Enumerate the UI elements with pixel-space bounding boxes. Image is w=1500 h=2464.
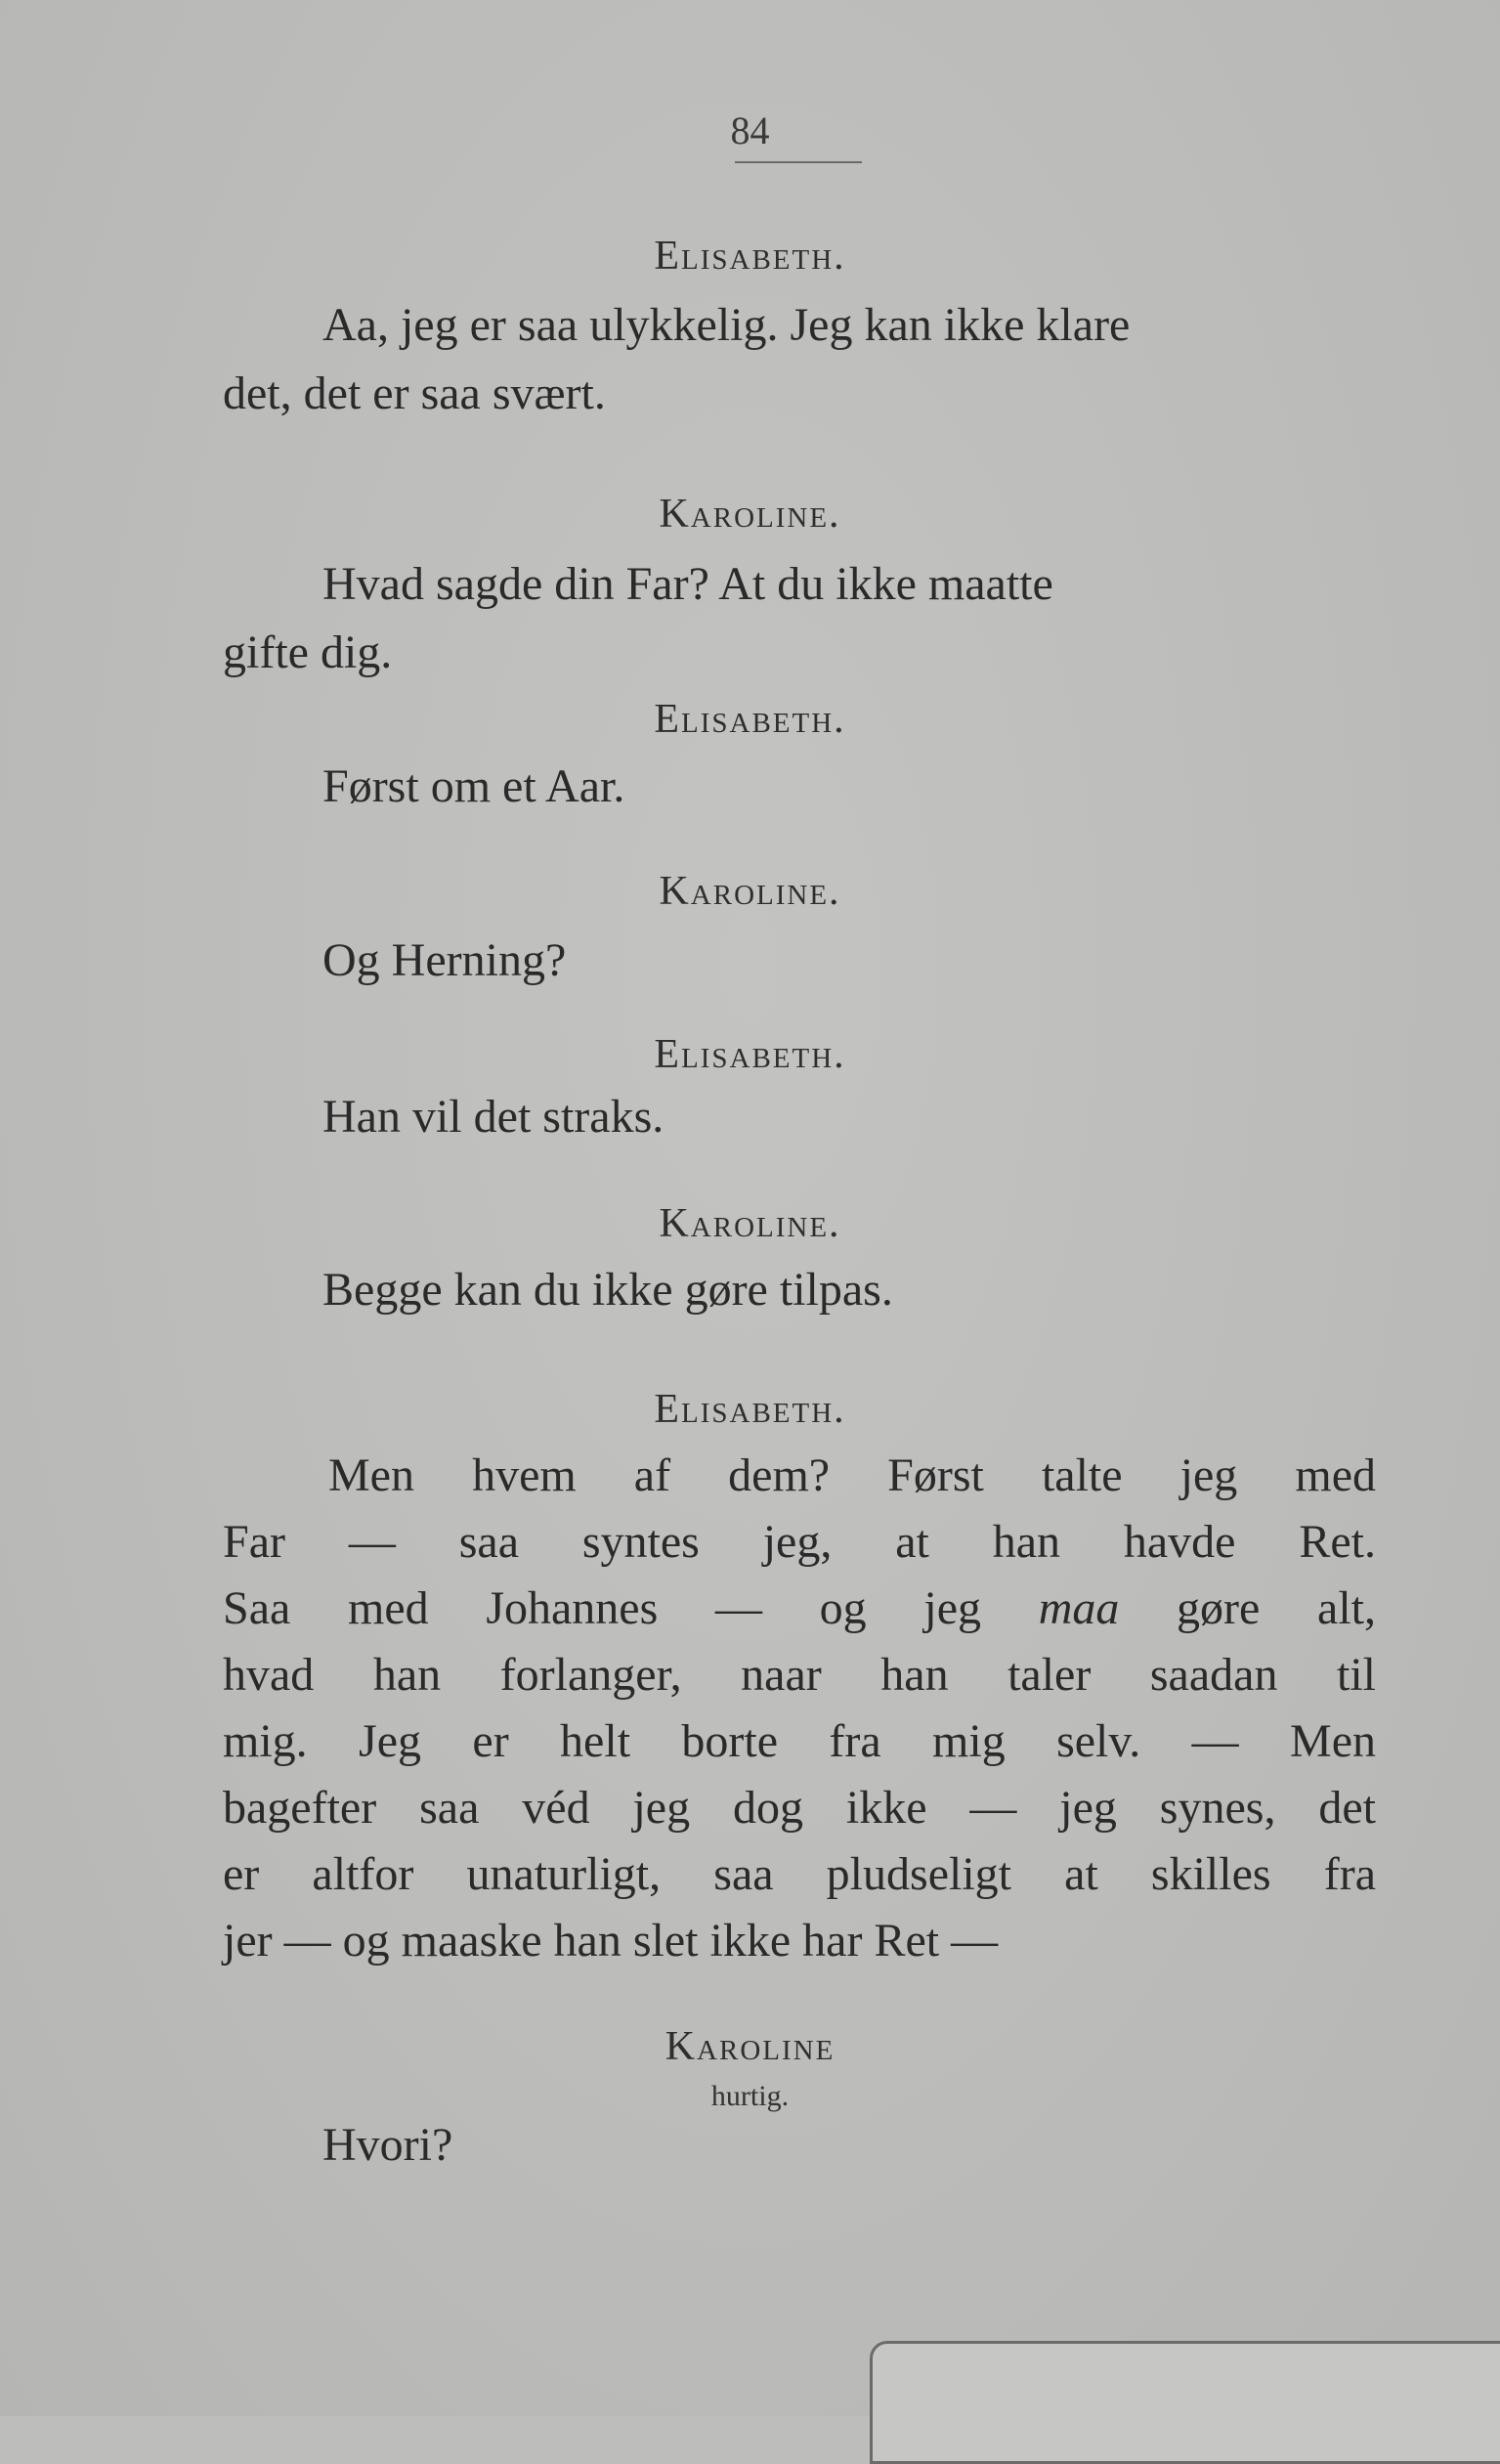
- dialogue-line: hvad han forlanger, naar han taler saadan til: [223, 1649, 1376, 1701]
- speaker-name: Karoline.: [659, 869, 841, 914]
- dialogue-line: Far — saa syntes jeg, at han havde Ret.: [223, 1516, 1376, 1568]
- dialogue-line: Og Herning?: [322, 934, 567, 986]
- emphasis-word: maa: [1038, 1582, 1120, 1634]
- dialogue-line: Han vil det straks.: [322, 1091, 664, 1143]
- dialogue-line: Først om et Aar.: [322, 760, 625, 812]
- speaker-name: Karoline.: [659, 492, 841, 537]
- dialogue-line: gifte dig.: [223, 627, 393, 678]
- stage-direction: hurtig.: [710, 2080, 790, 2112]
- dialogue-line: er altfor unaturligt, saa pludseligt at skilles fra: [223, 1848, 1376, 1900]
- page-number-rule: [735, 161, 862, 163]
- dialogue-line: [223, 1576, 1376, 1642]
- dialogue-line-part: gøre alt,: [1177, 1582, 1376, 1634]
- speaker-name: Karoline: [664, 2024, 836, 2069]
- speaker-name: Elisabeth.: [654, 697, 846, 742]
- speaker-name: Elisabeth.: [654, 1387, 846, 1432]
- dialogue-line: mig. Jeg er helt borte fra mig selv. — Men: [223, 1715, 1376, 1767]
- dialogue-line: det, det er saa svært.: [223, 367, 606, 419]
- dialogue-paragraph: [223, 1443, 1376, 1974]
- dialogue-line: Aa, jeg er saa ulykkelig. Jeg kan ikke klare: [322, 299, 1131, 351]
- dialogue-line-part: Saa med Johannes — og jeg: [223, 1582, 981, 1634]
- speaker-name: Karoline.: [659, 1201, 841, 1246]
- dialogue-line: Hvori?: [322, 2119, 453, 2171]
- page-number: 84: [730, 108, 770, 152]
- dialogue-line: bagefter saa véd jeg dog ikke — jeg synes, det: [223, 1782, 1376, 1834]
- speaker-name: Elisabeth.: [654, 234, 846, 279]
- dialogue-line: Begge kan du ikke gøre tilpas.: [322, 1264, 893, 1316]
- dialogue-line: Hvad sagde din Far? At du ikke maatte: [322, 558, 1053, 610]
- inserted-card-edge: [870, 2341, 1500, 2464]
- dialogue-line: jer — og maaske han slet ikke har Ret —: [223, 1915, 999, 1967]
- dialogue-line: Men hvem af dem? Først talte jeg med: [328, 1449, 1376, 1501]
- speaker-name: Elisabeth.: [654, 1032, 846, 1077]
